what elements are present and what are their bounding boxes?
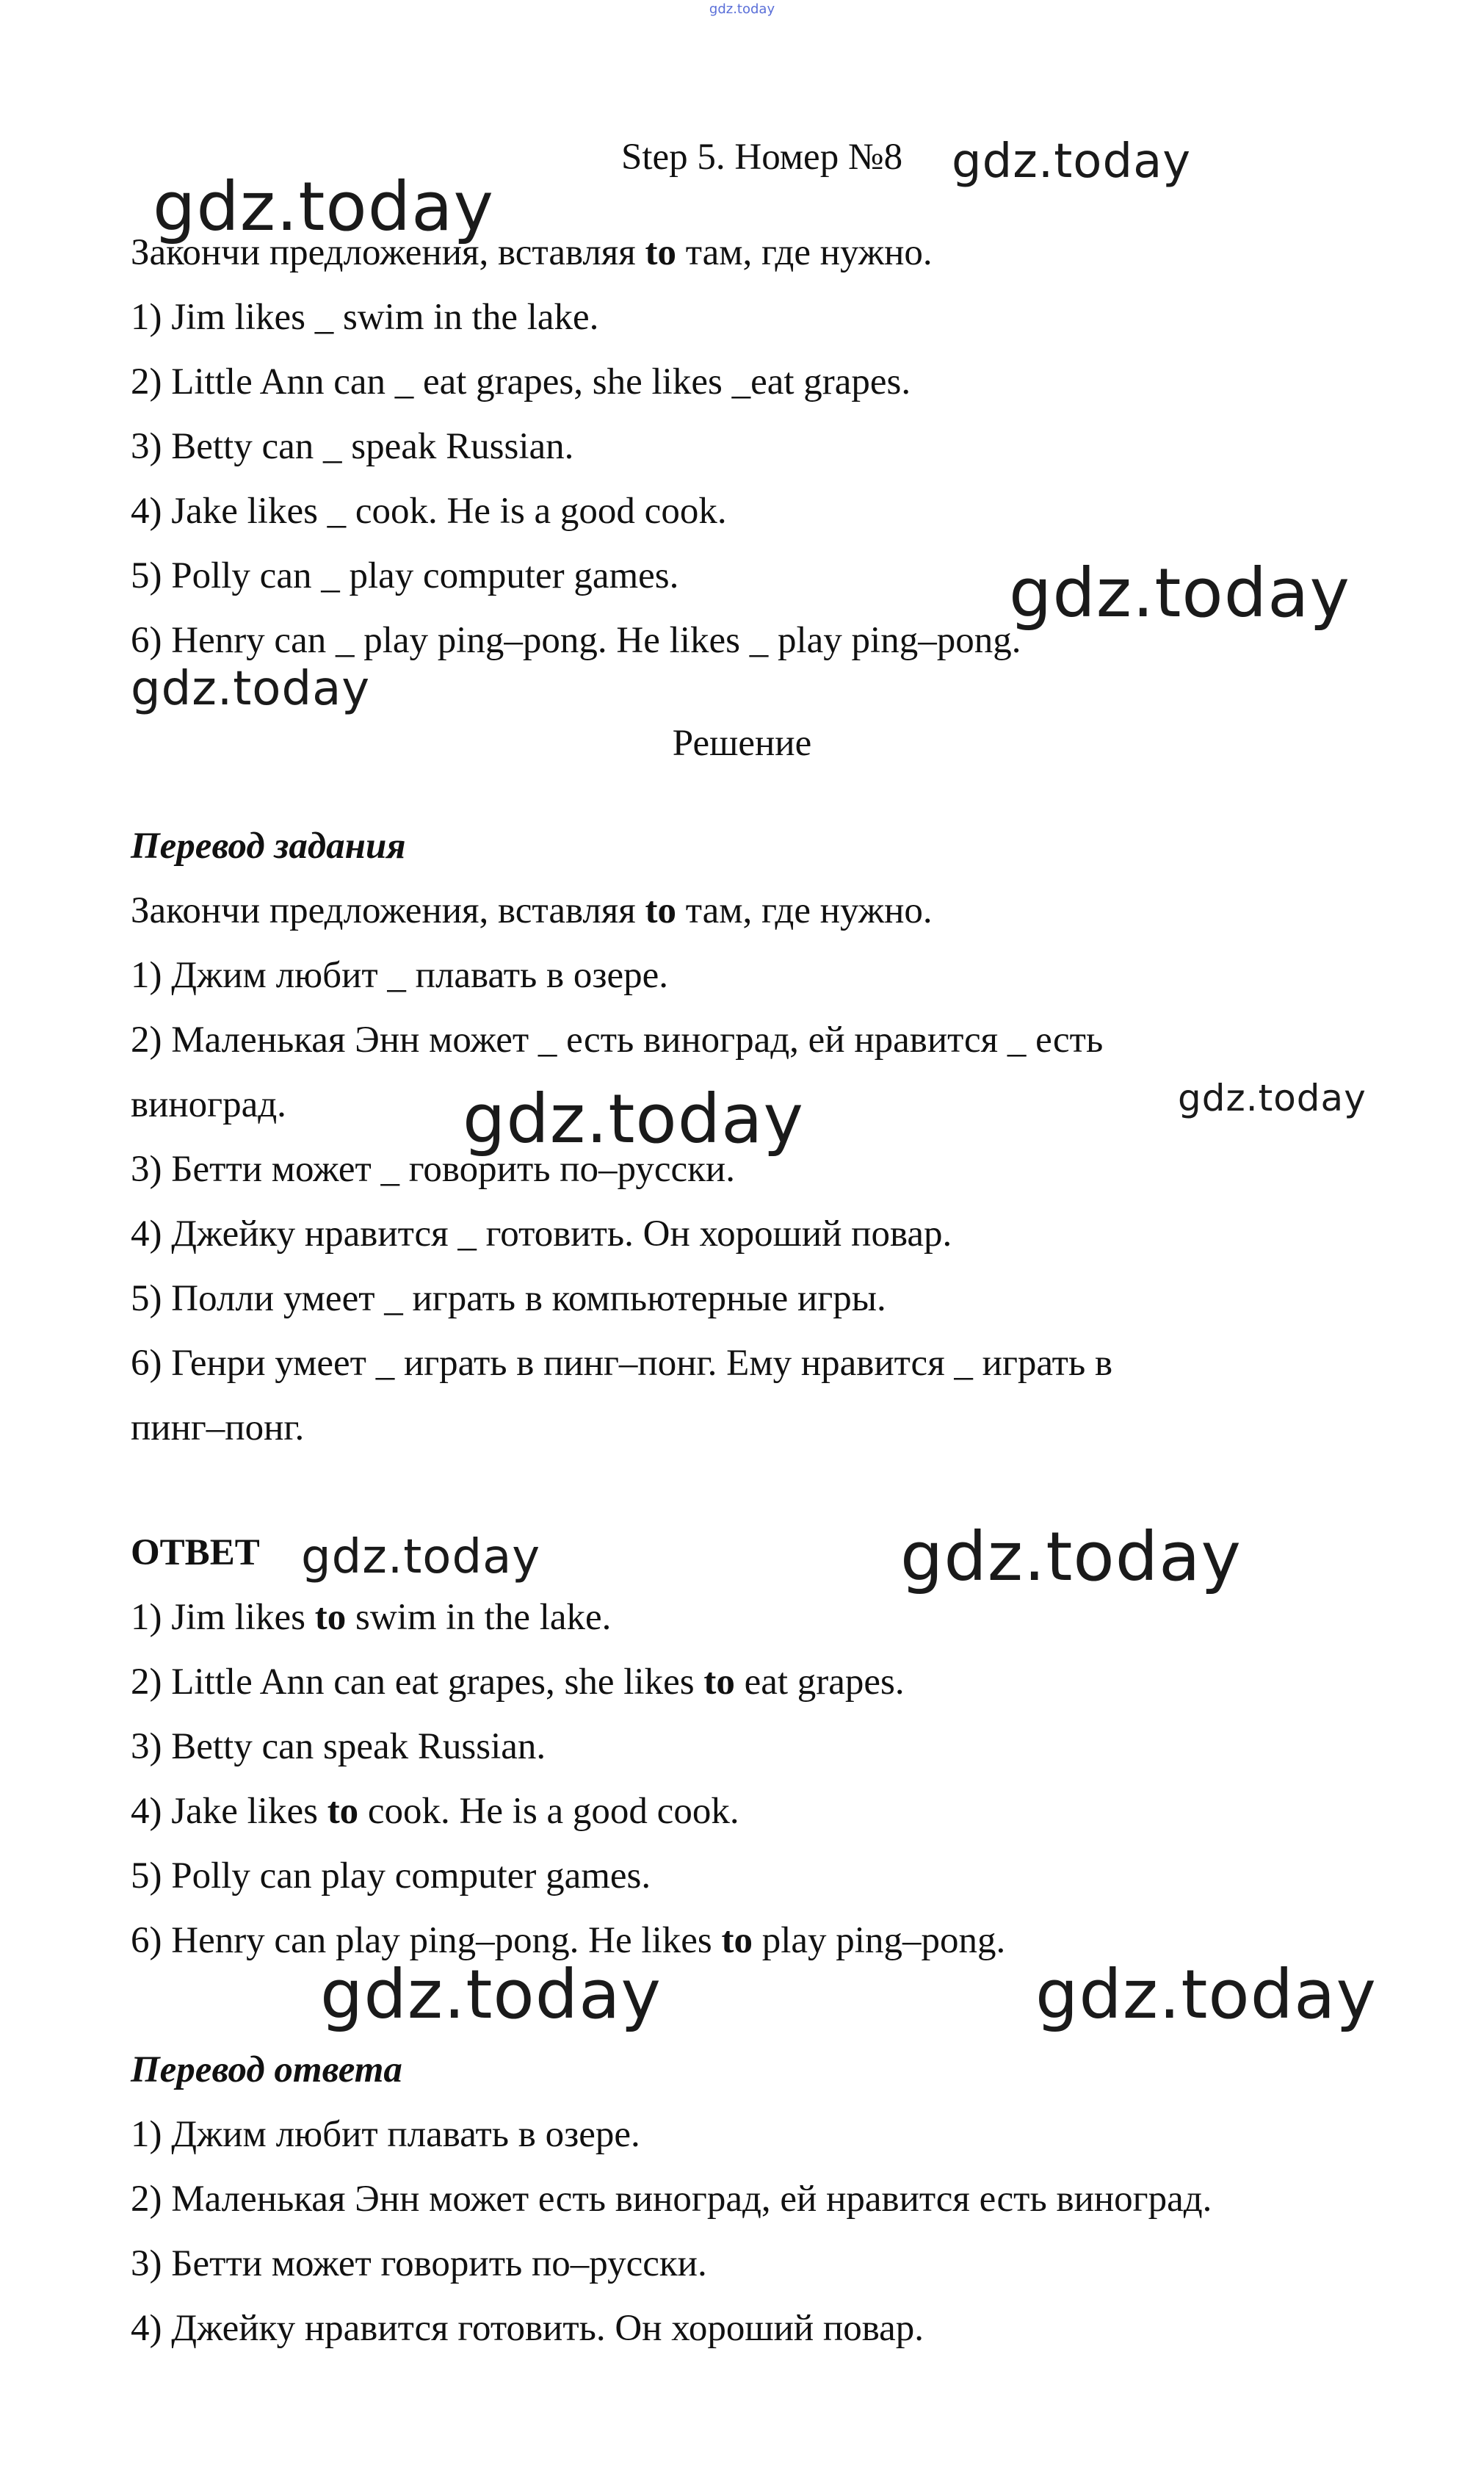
translation-answer-line: 4) Джейку нравится готовить. Он хороший повар. — [131, 2308, 924, 2349]
watermark: gdz.today — [301, 1530, 541, 1584]
translation-answer-line: 3) Бетти может говорить по–русски. — [131, 2243, 707, 2284]
answer-heading: ОТВЕТ — [131, 1532, 260, 1573]
translation-line: 1) Джим любит _ плавать в озере. — [131, 955, 669, 996]
answer-item: 2) Little Ann can eat grapes, she likes to eat grapes. — [131, 1661, 905, 1703]
translation-line: 2) Маленькая Энн может _ есть виноград, ей нравится _ есть — [131, 1020, 1104, 1061]
translation-instruction: Закончи предложения, вставляя to там, где нужно. — [131, 890, 933, 931]
watermark: gdz.today — [1035, 1955, 1377, 2034]
watermark: gdz.today — [131, 662, 371, 716]
task-item: 1) Jim likes _ swim in the lake. — [131, 297, 599, 338]
task-item: 2) Little Ann can _ eat grapes, she likes _eat grapes. — [131, 361, 911, 403]
translation-task-heading: Перевод задания — [131, 826, 406, 867]
answer-item: 3) Betty can speak Russian. — [131, 1726, 546, 1767]
watermark: gdz.today — [463, 1080, 804, 1158]
watermark: gdz.today — [952, 134, 1192, 189]
task-instruction: Закончи предложения, вставляя to там, где нужно. — [131, 232, 933, 273]
translation-answer-line: 2) Маленькая Энн может есть виноград, ей нравится есть виноград. — [131, 2179, 1212, 2220]
translation-line: 6) Генри умеет _ играть в пинг–понг. Ему нравится _ играть в — [131, 1343, 1113, 1384]
watermark: gdz.today — [1178, 1077, 1367, 1119]
translation-answer-line: 1) Джим любит плавать в озере. — [131, 2114, 640, 2155]
task-item: 3) Betty can _ speak Russian. — [131, 426, 574, 467]
translation-line: 3) Бетти может _ говорить по–русски. — [131, 1149, 735, 1190]
top-site-link[interactable]: gdz.today — [709, 1, 775, 17]
watermark: gdz.today — [153, 167, 494, 246]
translation-line: виноград. — [131, 1084, 286, 1125]
watermark: gdz.today — [1009, 554, 1350, 632]
answer-item: 1) Jim likes to swim in the lake. — [131, 1597, 612, 1638]
answer-item: 5) Polly can play computer games. — [131, 1855, 651, 1897]
translation-line: 5) Полли умеет _ играть в компьютерные игры. — [131, 1278, 886, 1319]
solution-label: Решение — [672, 723, 812, 764]
task-item: 5) Polly can _ play computer games. — [131, 555, 679, 596]
watermark: gdz.today — [320, 1955, 662, 2034]
task-item: 4) Jake likes _ cook. He is a good cook. — [131, 491, 727, 532]
watermark: gdz.today — [900, 1518, 1242, 1596]
translation-line: 4) Джейку нравится _ готовить. Он хороший повар. — [131, 1213, 952, 1255]
answer-item: 6) Henry can play ping–pong. He likes to play ping–pong. — [131, 1920, 1006, 1961]
translation-answer-heading: Перевод ответа — [131, 2049, 402, 2090]
translation-line: пинг–понг. — [131, 1407, 305, 1448]
answer-item: 4) Jake likes to cook. He is a good cook. — [131, 1791, 739, 1832]
task-item: 6) Henry can _ play ping–pong. He likes _ play ping–pong. — [131, 620, 1021, 661]
page-title: Step 5. Номер №8 — [621, 137, 903, 178]
